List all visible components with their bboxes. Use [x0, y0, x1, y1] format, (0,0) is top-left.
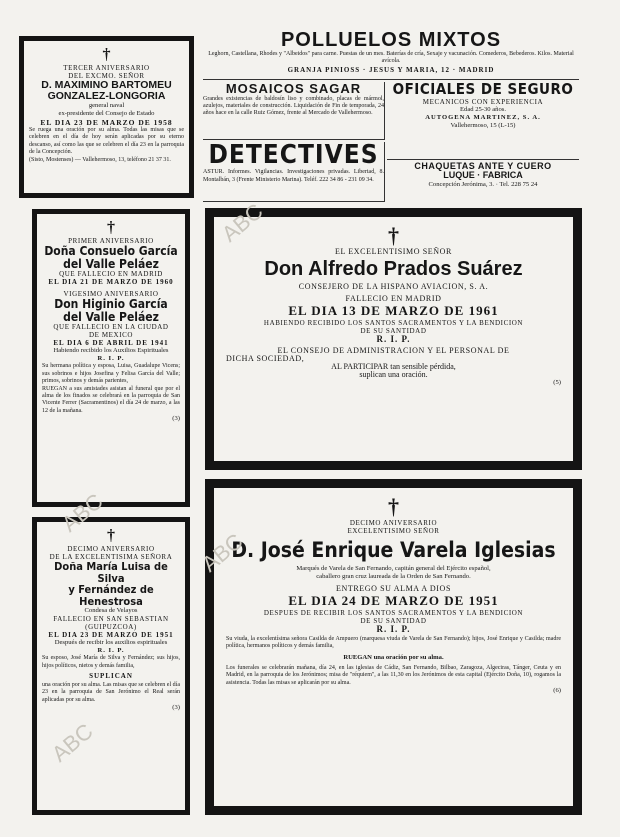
cross-icon: † [388, 494, 399, 519]
ad-text: ASTUR. Informes. Vigilancias. Investigaciones privadas. Libertad, 8. Montalbán, 3 (Frente Ministerio Marina). Teléf. 222 34 86 - 231 09 34. [203, 169, 384, 183]
ad-company: AUTOGENA MARTINEZ, S. A. [425, 113, 541, 121]
deceased-name-2: Don Higinio García [54, 297, 168, 312]
rip-text: R. I. P. [376, 334, 411, 344]
deceased-role: CONSEJERO DE LA HISPANO AVIACION, S. A. [298, 282, 489, 291]
rip-text: R. I. P. [97, 355, 125, 363]
cross-icon: † [107, 219, 115, 236]
title-caption: DE LA EXCELENTISIMA SEÑORA [49, 553, 173, 561]
anniversary-caption-2: VIGESIMO ANIVERSARIO [63, 290, 159, 299]
ad-title: DETECTIVES [208, 142, 379, 170]
ad-title: OFICIALES DE SEGURO [392, 82, 574, 98]
obituary-alfredo-prados [205, 208, 582, 470]
deceased-role-2: caballero gran cruz laureada de la Orden de San Fernando. [316, 573, 471, 581]
ad-age: Edad 25-30 años. [460, 105, 506, 113]
ad-address: Concepción Jerónima, 3. · Tel. 228 75 24 [428, 180, 538, 188]
abc-watermark: ABC [216, 198, 268, 247]
ref-number: (6) [553, 687, 561, 695]
death-place: QUE FALLECIO EN MADRID [59, 270, 163, 279]
ad-text: Leghorn, Castellana, Rhodes y "Albeidos" para carne. Puestas de un mes. Baterías de cría, Sexaje y vacunación. Comederos, Bebederos. Kilos. Material avícola. [208, 51, 574, 65]
ad-polluelos-mixtos [203, 30, 579, 80]
family-text: Su esposo, José María de Silva y Fernández; sus hijos, hijos políticos, nietos y demás familia, [42, 655, 180, 669]
obituary-maximino-bartomeu [19, 36, 194, 198]
anniversary-caption: PRIMER ANIVERSARIO [68, 237, 154, 245]
title-caption: DEL EXCMO. SEÑOR [68, 72, 145, 80]
death-date: EL DIA 21 DE MARZO DE 1960 [48, 278, 174, 287]
ad-name: LUQUE · FABRICA [443, 170, 523, 181]
death-date: EL DIA 13 DE MARZO DE 1961 [288, 303, 499, 318]
ad-title: POLLUELOS MIXTOS [280, 30, 502, 51]
ad-address: GRANJA PINIOSS · JESUS Y MARIA, 12 · MADRID [287, 65, 495, 74]
obituary-text: Se ruega una oración por su alma. Todas las misas que se celebren en el día de hoy serán aplicadas por su eterno descanso, así como las que se celebren el día 23 en la parroquia de la Concepción. [29, 127, 184, 156]
deceased-name: Don Alfredo Prados Suárez [264, 258, 523, 280]
ad-title: CHAQUETAS ANTE Y CUERO [414, 162, 552, 171]
deceased-name: Doña María Luisa de Silva [54, 560, 168, 585]
death-place: FALLECIO EN SAN SEBASTIAN [53, 615, 169, 624]
abc-watermark: ABC [46, 718, 98, 767]
deceased-role: Marqués de Varela de San Fernando, capitán general del Ejército español, [296, 565, 491, 573]
ad-title: MOSAICOS SAGAR [225, 82, 362, 96]
anniversary-caption: TERCER ANIVERSARIO [63, 64, 150, 72]
death-text: ENTREGO SU ALMA A DIOS [336, 584, 451, 594]
deceased-name: D. MAXIMINO BARTOMEU [41, 79, 172, 91]
funeral-text: RUEGAN a sus amistades asistan al funeral que por el alma de los finados se celebrará en la parroquia de San Vicente Ferrer (Sacramentinos) el día 24 de marzo, a las 12 de la mañana. [42, 385, 180, 414]
abc-watermark: ABC [56, 488, 108, 537]
death-city-2: DE MEXICO [88, 331, 134, 340]
death-region: (GUIPUZCOA) [85, 623, 137, 632]
obituary-silva-henestrosa [32, 517, 190, 815]
death-place: FALLECIO EN MADRID [345, 294, 442, 303]
rip-text: R. I. P. [97, 647, 125, 655]
deceased-role-2: ex-presidente del Consejo de Estado [58, 110, 155, 118]
participation-text: AL PARTICIPAR tan sensible pérdida, [331, 362, 456, 371]
rites-text: DESPUES DE RECIBIR LOS SANTOS SACRAMENTOS Y LA BENDICION [263, 609, 524, 618]
death-date: EL DIA 23 DE MARZO DE 1958 [40, 118, 173, 128]
ref-number: (3) [172, 704, 180, 712]
death-date: EL DIA 24 DE MARZO DE 1951 [288, 593, 499, 609]
obituary-footer: (Sisto, Mostenses) — Vallehermoso, 13, teléfono 21 37 31. [29, 156, 171, 163]
deceased-surname: del Valle Peláez [63, 256, 159, 271]
title-caption: EXCELENTISIMO SEÑOR [347, 527, 440, 535]
obituary-garcia-del-valle [32, 209, 190, 507]
deceased-name: D. José Enrique Varela Iglesias [231, 538, 556, 562]
family-text: Su hermana política y esposa, Luisa, Guadalupe Vicens; sus sobrinos e hijos Josefina y Felisa García del Valle; primos, sobrinos y demás parientes, [42, 363, 180, 385]
mass-text: una oración por su alma. Las misas que se celebren el día 23 en la parroquia de San Jerónimo el Real serán aplicadas por su alma. [42, 682, 180, 703]
death-date-2: EL DIA 6 DE ABRIL DE 1941 [53, 339, 169, 348]
rites-text: HABIENDO RECIBIDO LOS SANTOS SACRAMENTOS Y LA BENDICION [263, 319, 524, 327]
funeral-text: Los funerales se celebrarán mañana, día 24, en las iglesias de Cádiz, San Fernando, Bilbao, Zaragoza, Algeciras, Tánger, Ceuta y en Madrid, en la parroquia de los Jerónimos; misa de "réquiem", a las 11,30 en los Jerónimos de esta capital (Ejército Doña, 10), rogamos la asistencia. Todas las misas se aplicarán por su alma. [226, 664, 561, 686]
deceased-name: Doña Consuelo García [44, 244, 178, 258]
rites-text-2: DE SU SANTIDAD [360, 327, 427, 335]
ad-oficiales-seguro [387, 82, 579, 160]
obituary-jose-enrique-varela [205, 479, 582, 815]
anniversary-caption: DECIMO ANIVERSARIO [349, 519, 438, 527]
rites-text: Habiendo recibido los Auxilios Espirituales [53, 347, 169, 355]
cross-icon: † [388, 223, 399, 248]
rip-text: R. I. P. [376, 624, 411, 635]
board-text-2: DICHA SOCIEDAD, [226, 354, 305, 363]
deceased-surname: GONZALEZ-LONGORIA [47, 90, 166, 103]
ad-chaquetas [387, 162, 579, 202]
prayer-text: suplican una oración. [359, 370, 428, 379]
deceased-surname: y Fernández de Henestrosa [68, 583, 154, 608]
board-text: EL CONSEJO DE ADMINISTRACION Y EL PERSONAL DE [277, 346, 510, 355]
abc-watermark: ABC [196, 528, 248, 577]
title-caption: EL EXCELENTISIMO SEÑOR [335, 247, 452, 256]
ad-mosaicos-sagar [203, 82, 385, 140]
request-text: RUEGAN una oración por su alma. [343, 653, 444, 661]
deceased-role: general naval [88, 102, 125, 110]
ad-detectives [203, 142, 385, 202]
cross-icon: † [102, 46, 111, 63]
ref-number: (3) [172, 415, 180, 423]
rites-text-2: DE SU SANTIDAD [360, 617, 427, 626]
ad-address: Vallehermoso, 15 (L-15) [450, 121, 516, 129]
death-place-2: QUE FALLECIO EN LA CIUDAD [53, 323, 169, 332]
cross-icon: † [107, 527, 115, 544]
anniversary-caption: DECIMO ANIVERSARIO [67, 545, 155, 553]
ad-text: Grandes existencias de baldosín liso y combinado, placas de mármol, azulejos, materiales de construcción. Liquidación de Fin de temporada, 24 años hace en la calle Ruiz Gómez, frente al Mercado de Vallehermoso. [203, 95, 384, 117]
request-word: SUPLICAN [89, 672, 133, 680]
deceased-surname-2: del Valle Peláez [63, 309, 159, 324]
family-text: Su viuda, la excelentísima señora Casilda de Ampuero (marquesa viuda de Varela de San Fernando); hijos, José Enrique y Casilda; madre política, hermanos políticos y demás familia, [226, 636, 561, 650]
deceased-title: Condesa de Velayos [84, 607, 138, 615]
death-date: EL DIA 23 DE MARZO DE 1951 [48, 631, 174, 640]
ad-subtitle: MECANICOS CON EXPERIENCIA [422, 97, 544, 106]
ref-number: (5) [553, 379, 561, 386]
rites-text: Después de recibir los auxilios espirituales [54, 639, 168, 647]
